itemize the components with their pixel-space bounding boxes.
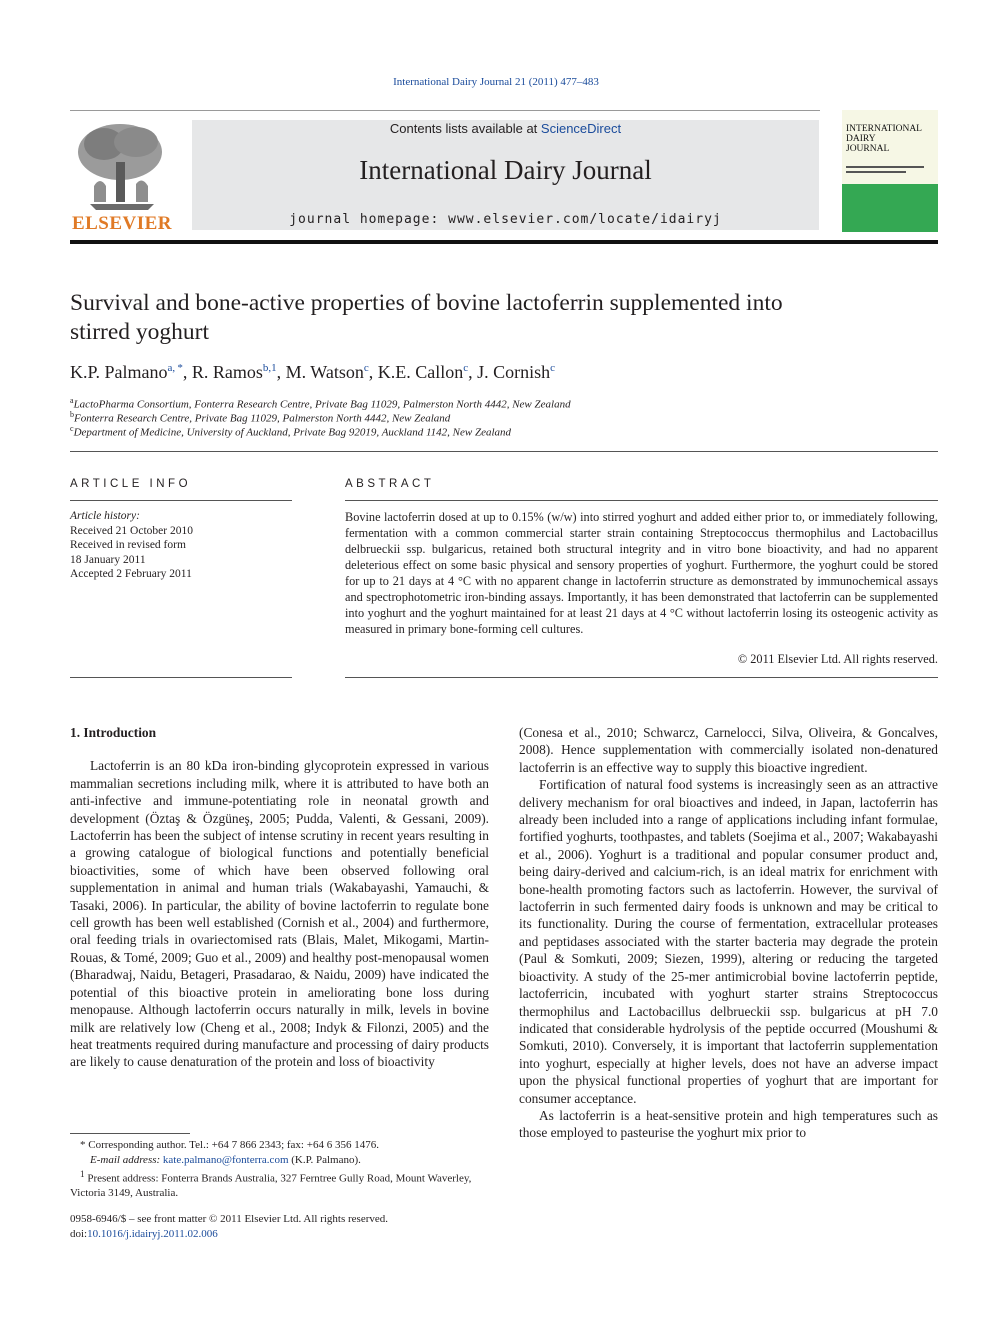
email-link[interactable]: kate.palmano@fonterra.com bbox=[162, 1153, 289, 1166]
author-name: J. Cornish bbox=[477, 362, 551, 382]
cover-title: INTERNATIONAL DAIRY JOURNAL bbox=[846, 124, 922, 154]
header-rule-top bbox=[70, 110, 820, 111]
history-label: Article history: bbox=[70, 510, 140, 522]
author-superscript[interactable]: c bbox=[550, 362, 556, 374]
abstract-heading: ABSTRACT bbox=[345, 478, 435, 490]
body-column-right bbox=[519, 724, 938, 1142]
author-superscript[interactable]: b,1 bbox=[262, 362, 277, 374]
sciencedirect-link[interactable]: ScienceDirect bbox=[540, 121, 622, 136]
body-paragraph: Lactoferrin is an 80 kDa iron-binding glycoprotein expressed in various mammalian secretions including milk, where it is attributed to have both an anti-infective and immune-potentiating role in neonatal growth and development (Öztaş & Özgüneş, 2005; Pudda, Valenti, & Gessani, 2009). Lactoferrin has been the subject of intense scrutiny in recent years resulting in a growing catalogue of biological functions and potentially beneficial bioactivities, some of which have been observed following oral supplementation in animal and human trials (Wakabayashi, Yamauchi, & Tasaki, 2006). In particular, the ability of bovine lactoferrin to regulate bone cell growth has been well established (Cornish et al., 2004) and furthermore, oral feeding trials in ovariectomised rats (Blais, Malet, Mikogami, Martin-Rouas, & Tomé, 2009; Guo et al., 2009) and healthy post-menopausal women (Bharadwaj, Naidu, Betageri, Prasadarao, & Naidu, 2009) have indicated the potential of this bioactive protein in ameliorating bone loss during menopause. Although lactoferrin occurs naturally in milk, levels in bovine milk are relatively low (Cheng et al., 2008; Indyk & Filonzi, 2005) and the heat treatments required during manufacture and processing of dairy products are likely to cause denaturation of the protein and loss of bioactivity bbox=[70, 758, 489, 1070]
affiliation-text: LactoPharma Consortium, Fonterra Research Centre, Private Bag 11029, Palmerston North 4442, New Zealand bbox=[73, 398, 571, 411]
affiliation-label: c bbox=[70, 424, 74, 433]
footnotes bbox=[70, 1138, 489, 1201]
journal-citation[interactable]: International Dairy Journal 21 (2011) 477–483 bbox=[393, 76, 599, 88]
footnote-email bbox=[70, 1153, 489, 1168]
body-column-left bbox=[70, 724, 489, 1071]
history-line: 18 January 2011 bbox=[70, 553, 146, 566]
history-line: Received 21 October 2010 bbox=[70, 524, 193, 537]
affiliation-label: b bbox=[70, 410, 74, 419]
abstract-text: Bovine lactoferrin dosed at up to 0.15% (w/w) into stirred yoghurt and added either prior to, or immediately following, fermentation with a common commercial starter strain containing Streptococcus thermophilus and Lactobacillus delbrueckii ssp. bulgaricus, retained both structural integrity and in vitro bone bioactivity, and had no apparent deleterious effect on some basic physical and sensory properties of yoghurt. Furthermore, the yoghurt could be stored for up to 21 days at 4 °C with no apparent change in lactoferrin structure as demonstrated by immunochemical assays and spectrophotometric iron-binding assays. Importantly, it has been demonstrated that lactoferrin can be supplemented into yoghurt and the yoghurt maintained for at least 21 days at 4 °C without lactoferrin losing its osteogenic activity as measured in primary bone-forming cell cultures. bbox=[345, 510, 938, 636]
email-suffix: (K.P. Palmano). bbox=[288, 1153, 361, 1166]
footnote-text: Present address: Fonterra Brands Australia, 327 Ferntree Gully Road, Mount Waverley, Victoria 3149, Australia. bbox=[70, 1172, 472, 1200]
info-rule-top bbox=[70, 451, 938, 452]
issn-doi-block bbox=[70, 1212, 388, 1241]
author-superscript[interactable]: c bbox=[363, 362, 369, 374]
affiliation-c bbox=[70, 424, 511, 439]
author-name: K.E. Callon bbox=[377, 362, 464, 382]
author-name: R. Ramos bbox=[191, 362, 263, 382]
author-name: M. Watson bbox=[285, 362, 364, 382]
body-paragraph: (Conesa et al., 2010; Schwarcz, Carnelocci, Silva, Oliveira, & Goncalves, 2008). Hence supplementation with commercially isolated non-denatured lactoferrin is an effective way to supply this bioactive ingredient. bbox=[519, 725, 938, 775]
issn-line: 0958-6946/$ – see front matter © 2011 Elsevier Ltd. All rights reserved. bbox=[70, 1213, 389, 1225]
journal-title: International Dairy Journal bbox=[359, 155, 652, 185]
affiliation-b bbox=[70, 410, 450, 425]
section-heading-introduction: 1. Introduction bbox=[70, 725, 157, 740]
doi-line bbox=[70, 1227, 388, 1242]
footnote-marker: 1 bbox=[80, 1169, 85, 1179]
article-info-heading: ARTICLE INFO bbox=[70, 478, 192, 490]
affiliation-a bbox=[70, 396, 571, 411]
footnote-text: Corresponding author. Tel.: +64 7 866 2343; fax: +64 6 356 1476. bbox=[88, 1139, 379, 1151]
journal-homepage[interactable]: journal homepage: www.elsevier.com/locate/idairyj bbox=[289, 212, 722, 227]
author-name: K.P. Palmano bbox=[70, 362, 168, 382]
header-rule-bottom bbox=[70, 240, 938, 244]
author-superscript[interactable]: c bbox=[463, 362, 469, 374]
history-line: Received in revised form bbox=[70, 539, 186, 551]
abstract-copyright: © 2011 Elsevier Ltd. All rights reserved. bbox=[737, 652, 938, 666]
abstract-rule bbox=[345, 500, 938, 501]
body-paragraph: As lactoferrin is a heat-sensitive protein and high temperatures such as those employed to pasteurise the yoghurt mix prior to bbox=[519, 1107, 938, 1141]
email-label: E-mail address: bbox=[90, 1153, 163, 1166]
author-superscript[interactable]: a, * bbox=[167, 362, 183, 374]
article-history bbox=[70, 509, 193, 582]
contents-prefix: Contents lists available at bbox=[389, 121, 541, 136]
footnote-marker: * bbox=[80, 1139, 89, 1151]
affiliation-label: a bbox=[70, 396, 74, 405]
doi-label: doi: bbox=[70, 1227, 88, 1240]
body-paragraph: Fortification of natural food systems is increasingly seen as an attractive delivery mechanism for oral bioactives and indeed, in Japan, lactoferrin has already been included into a range of applications including infant formulae, fortified yoghurts, toothpastes, and tablets (Soejima et al., 2007; Wakabayashi et al., 2006). Yoghurt is a traditional and popular consumer product and, being dairy-derived and calcium-rich, is an ideal matrix for enrichment with bone-health promoting factors such as lactoferrin. However, the survival of lactoferrin in such fermented dairy foods is unknown and may be critical to its functionality. During the course of fermentation, extracellular proteases and peptidases associated with the starter bacteria may degrade the protein (Paul & Somkuti, 2009; Siezen, 1999), altering or reducing the targeted bioactivity. A study of the 25-mer antimicrobial bovine lactoferrin peptide, lactoferricin, incubated with yoghurt starter strains Streptococcus thermophilus and Lactobacillus delbrueckii ssp. bulgaricus at pH 7.0 indicated that considerable hydrolysis of the peptide occurred (Moushumi & Somkuti, 2010). Conversely, it is important that lactoferrin supplementation into yoghurt, especially at higher levels, does not have an adverse impact upon the physical functional properties of yoghurt that are important for consumer acceptance. bbox=[519, 777, 938, 1106]
footnote-corresponding bbox=[70, 1138, 489, 1153]
cover-subtitle-lines bbox=[846, 164, 928, 176]
article-title: Survival and bone-active properties of bovine lactoferrin supplemented into stirred yoghurt bbox=[70, 290, 783, 345]
article-info-rule bbox=[70, 500, 292, 501]
doi-link[interactable]: 10.1016/j.idairyj.2011.02.006 bbox=[87, 1227, 218, 1240]
abstract-rule-bottom bbox=[345, 677, 938, 678]
footnote-present-address bbox=[70, 1167, 489, 1201]
contents-line bbox=[192, 121, 819, 136]
affiliation-text: Fonterra Research Centre, Private Bag 11029, Palmerston North 4442, New Zealand bbox=[74, 412, 451, 425]
author-list: K.P. Palmano$^{a, *}$, R. Ramos$^{b,1}$, M. Watson$^c$, K.E. Callon$^c$, J. Cornish$^c$ bbox=[70, 362, 556, 382]
journal-cover-thumbnail[interactable] bbox=[842, 110, 938, 232]
history-line: Accepted 2 February 2011 bbox=[70, 568, 192, 580]
article-info-rule-bottom bbox=[70, 677, 292, 678]
affiliation-text: Department of Medicine, University of Auckland, Private Bag 92019, Auckland 1142, New Zealand bbox=[73, 426, 512, 439]
elsevier-wordmark: ELSEVIER bbox=[71, 213, 173, 234]
footnote-rule bbox=[70, 1133, 190, 1134]
